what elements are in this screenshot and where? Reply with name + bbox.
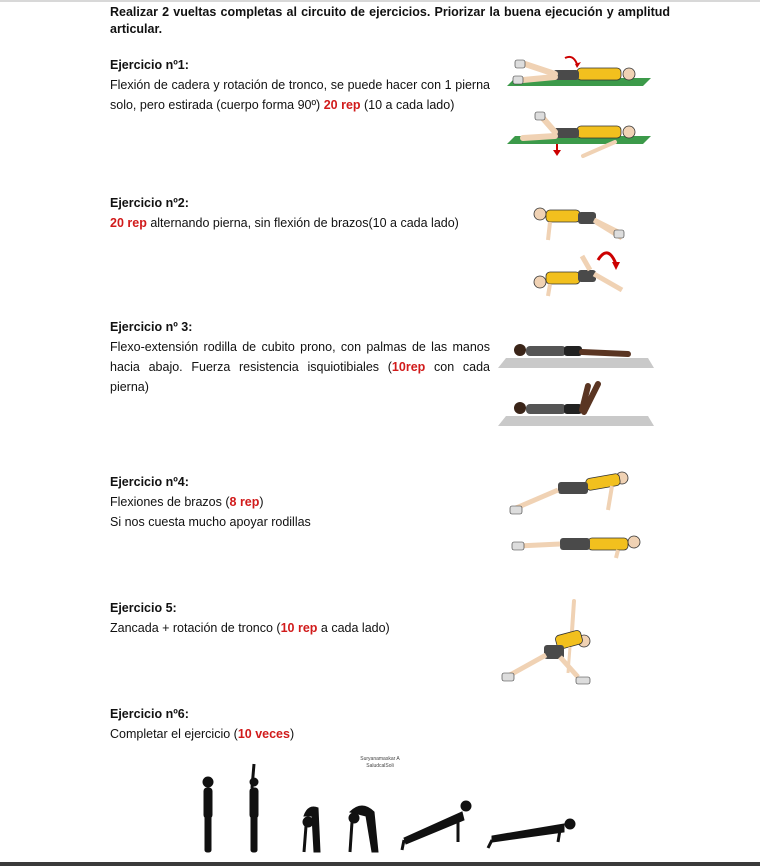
- exercise-2-reps: 20 rep: [110, 216, 147, 230]
- sequence-caption: Suryanamaskar A SaludcalSoli: [360, 756, 400, 769]
- exercise-6-reps: 10 veces: [237, 727, 290, 741]
- exercise-6-title: Ejercicio nº6:: [110, 707, 189, 721]
- exercise-4-reps: 8 rep: [229, 495, 260, 509]
- intro-instructions: Realizar 2 vueltas completas al circuito de ejercicios. Priorizar la buena ejecución y amplitud articular.: [110, 5, 670, 36]
- exercise-6-illustration: [196, 760, 586, 860]
- exercise-4: [110, 472, 490, 532]
- bottom-rule: [0, 862, 760, 866]
- exercise-1-text: Flexión de cadera y rotación de tronco, se puede hacer con 1 pierna solo, pero estirada (cuerpo forma 90º) 20 rep (10 a cada lado): [110, 78, 490, 112]
- exercise-4-note: Si nos cuesta mucho apoyar rodillas: [110, 515, 311, 529]
- exercise-3-illustration: [498, 334, 654, 430]
- exercise-3-title: Ejercicio nº 3:: [110, 320, 193, 334]
- exercise-2-text: 20 rep alternando pierna, sin flexión de brazos(10 a cada lado): [110, 216, 459, 230]
- exercise-5-illustration: [498, 597, 604, 689]
- exercise-2-illustration: [526, 204, 652, 300]
- exercise-2: [110, 193, 490, 233]
- exercise-6-text: Completar el ejercicio (10 veces): [110, 727, 295, 741]
- exercise-1-reps: 20 rep: [323, 98, 361, 112]
- exercise-3-text: Flexo-extensión rodilla de cubito prono, con palmas de las manos hacia abajo. Fuerza resistencia isquiotibiales (10rep con cada pierna): [110, 340, 490, 394]
- exercise-5-reps: 10 rep: [280, 621, 318, 635]
- exercise-4-text: Flexiones de brazos (8 rep): [110, 495, 264, 509]
- exercise-1-title: Ejercicio nº1:: [110, 58, 189, 72]
- exercise-4-title: Ejercicio nº4:: [110, 475, 189, 489]
- exercise-1-illustration: [505, 52, 653, 160]
- exercise-4-illustration: [508, 470, 652, 562]
- exercise-5: [110, 598, 490, 638]
- exercise-6: [110, 704, 490, 744]
- exercise-5-text: Zancada + rotación de tronco (10 rep a cada lado): [110, 621, 390, 635]
- exercise-2-title: Ejercicio nº2:: [110, 196, 189, 210]
- exercise-3-reps: 10rep: [391, 360, 426, 374]
- top-rule: [0, 0, 760, 2]
- exercise-5-title: Ejercicio 5:: [110, 601, 177, 615]
- exercise-3: [110, 317, 490, 397]
- exercise-1: [110, 55, 490, 115]
